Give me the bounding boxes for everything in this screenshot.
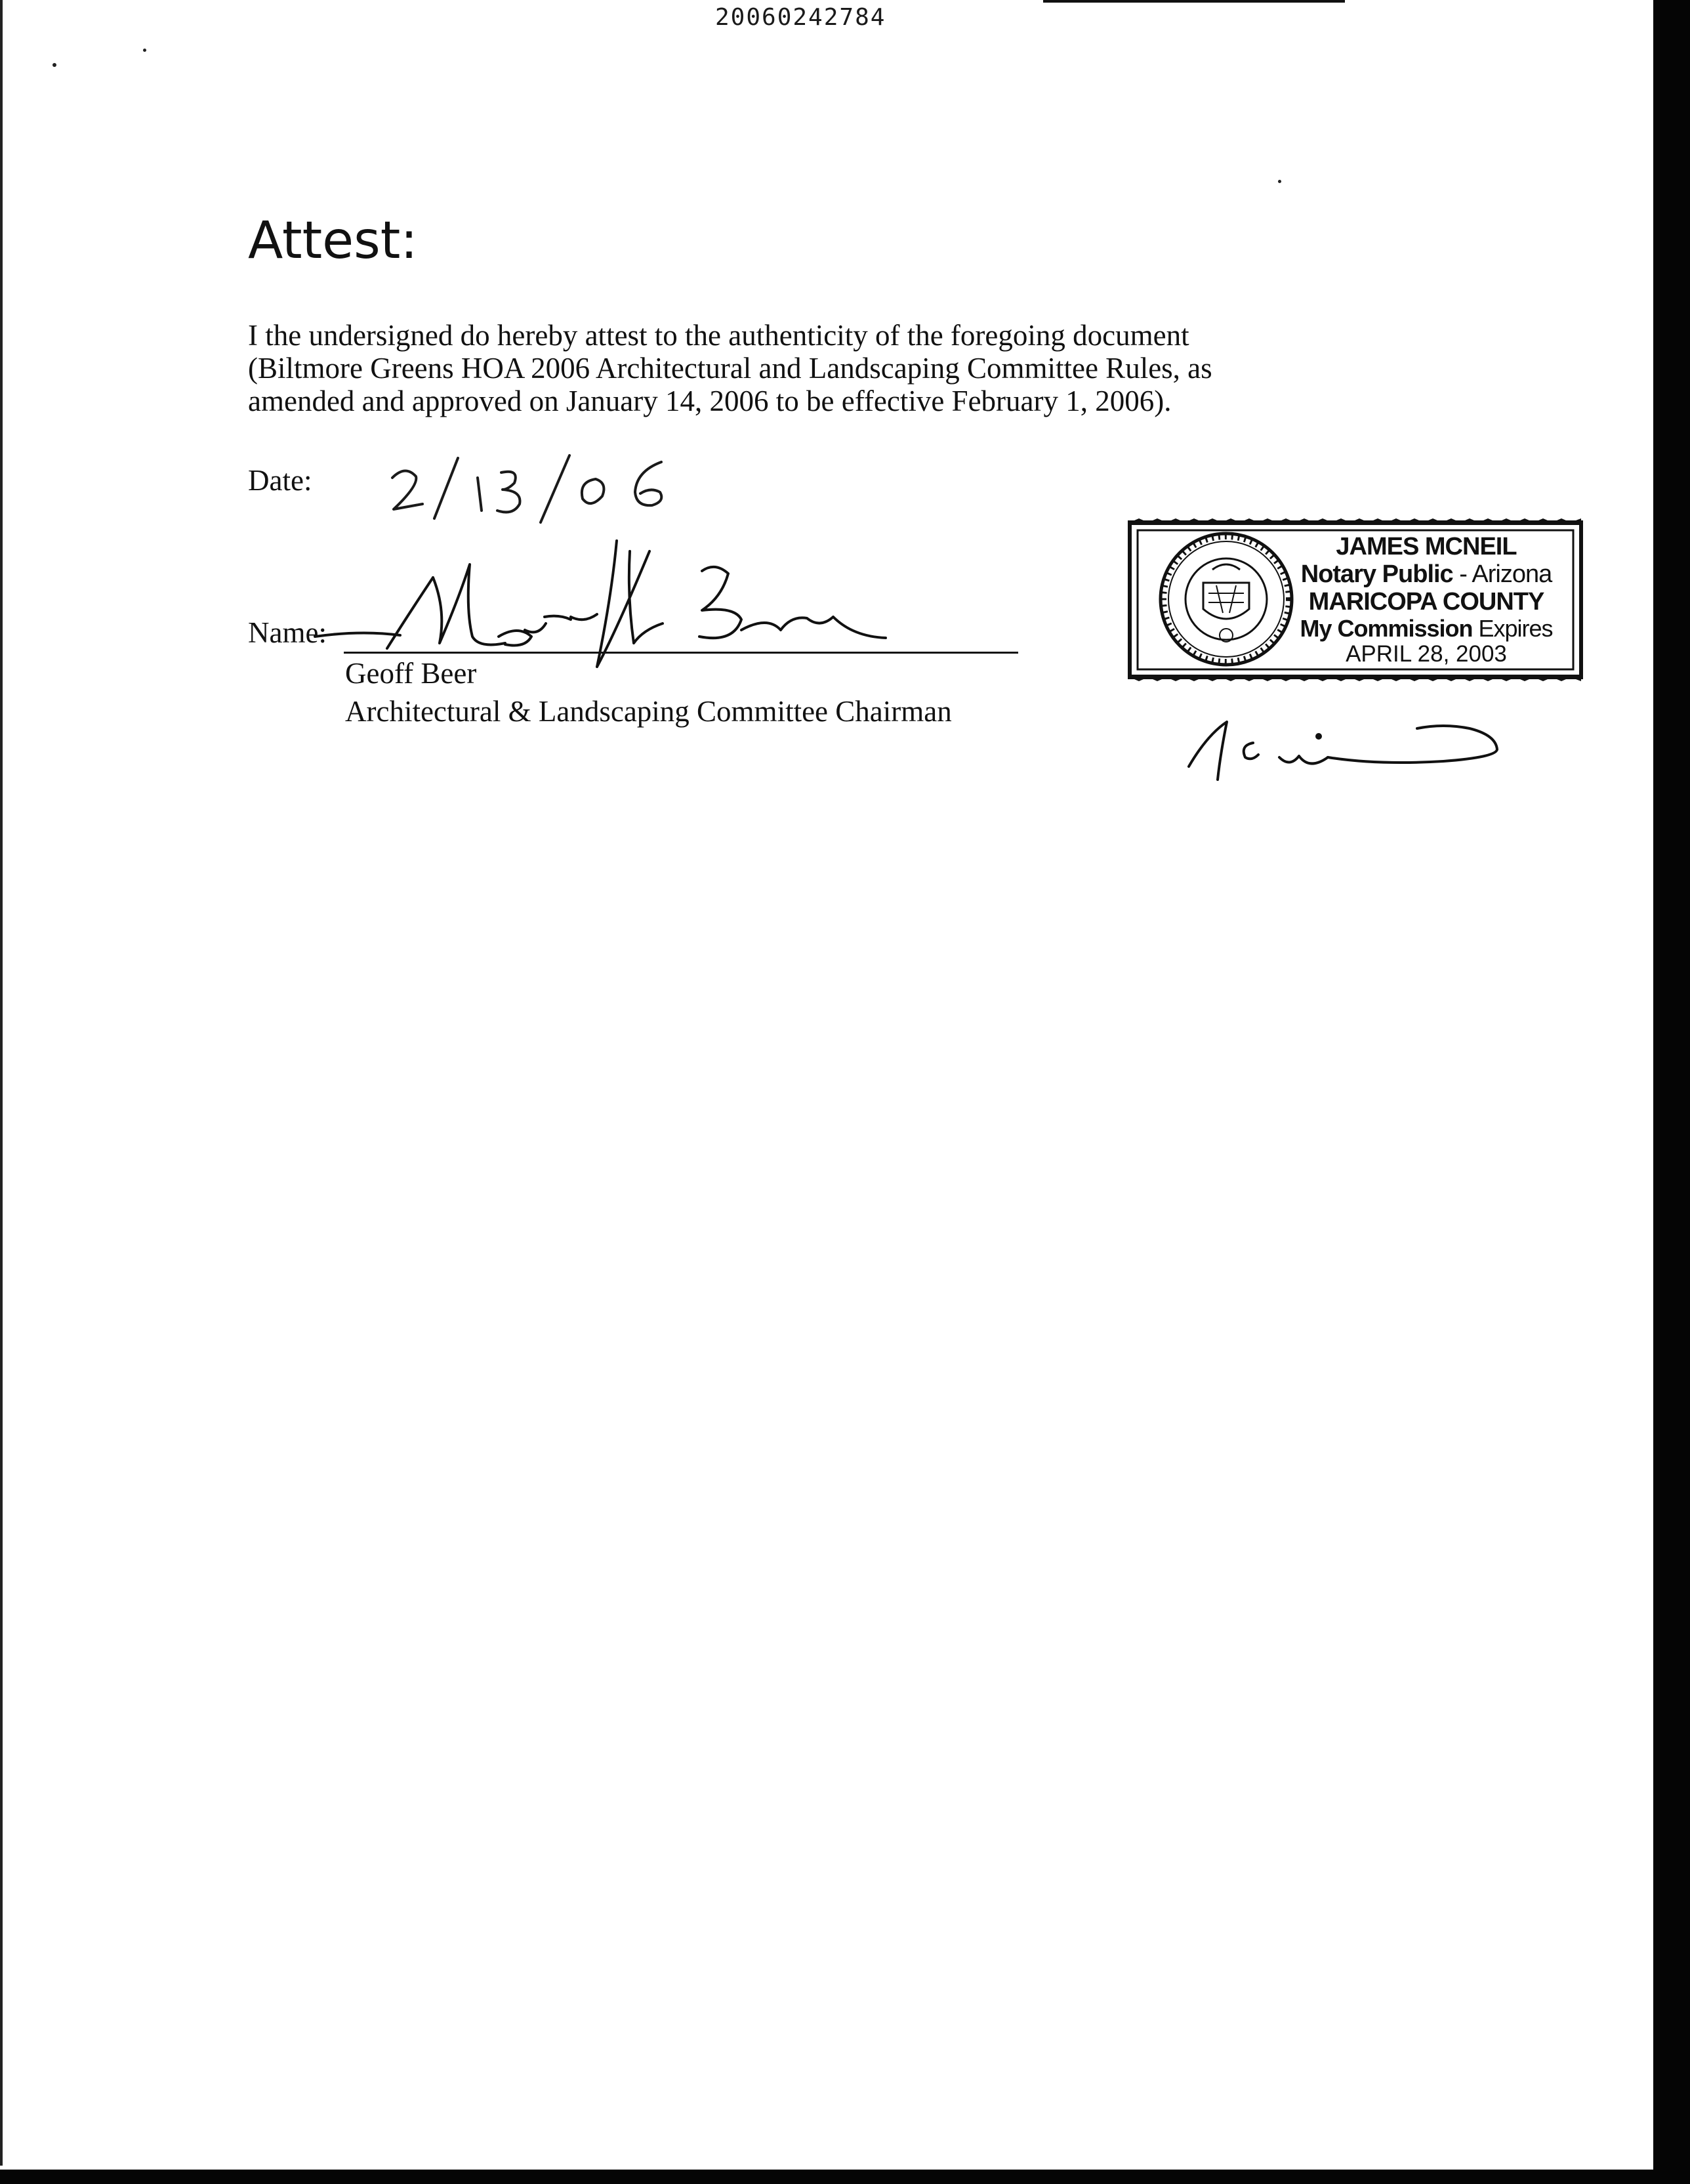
- notary-name: JAMES MCNEIL: [1336, 533, 1517, 560]
- signature-line: [344, 652, 1018, 654]
- paragraph-line: I the undersigned do hereby attest to the authenticity of the foregoing document: [248, 319, 1189, 352]
- page-left-edge: [0, 0, 3, 2166]
- handwritten-signature: [308, 538, 938, 676]
- handwritten-date: [379, 446, 694, 525]
- paragraph-line: amended and approved on January 14, 2006 to be effective February 1, 2006).: [248, 385, 1172, 417]
- notary-title: [1282, 560, 1571, 588]
- paragraph-line: (Biltmore Greens HOA 2006 Architectural and Landscaping Committee Rules, as: [248, 352, 1212, 385]
- commission-label-bold: My Commission: [1300, 615, 1473, 642]
- notary-stamp: [1126, 518, 1585, 681]
- speck: [1278, 180, 1281, 183]
- commission-expires-label: [1282, 616, 1571, 642]
- document-number: 20060242784: [715, 4, 886, 31]
- date-label: Date:: [248, 464, 312, 497]
- speck: [52, 63, 56, 67]
- state-seal-icon: [1157, 530, 1295, 668]
- notary-signature: [1181, 702, 1522, 788]
- commission-expiry-date: APRIL 28, 2003: [1346, 641, 1507, 667]
- speck: [143, 49, 146, 52]
- notary-county: MARICOPA COUNTY: [1308, 588, 1544, 616]
- notary-title-state: - Arizona: [1453, 560, 1552, 588]
- attestation-paragraph: [248, 319, 1363, 417]
- signer-name: Geoff Beer: [345, 657, 477, 690]
- top-rule: [1043, 0, 1345, 3]
- page-right-edge: [1653, 0, 1690, 2184]
- commission-label-rest: Expires: [1472, 615, 1553, 642]
- name-label: Name:: [248, 616, 327, 649]
- stamp-text-block: [1282, 533, 1571, 667]
- signer-title: Architectural & Landscaping Committee Chairman: [345, 695, 952, 728]
- notary-title-bold: Notary Public: [1300, 560, 1453, 588]
- page-bottom-edge: [0, 2170, 1690, 2184]
- page-title: Attest:: [248, 211, 418, 270]
